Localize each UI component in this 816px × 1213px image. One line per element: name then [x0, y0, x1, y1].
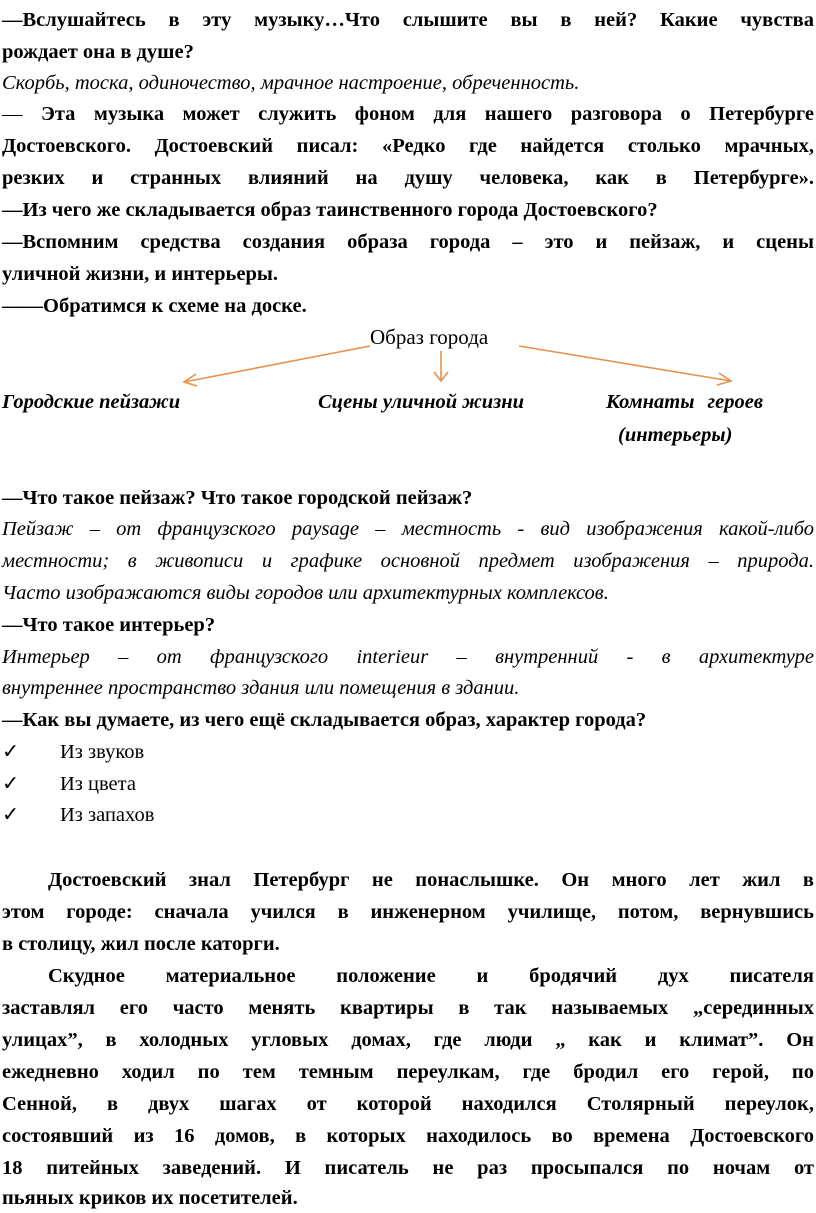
dash: —	[2, 103, 23, 125]
paragraph-background-line1	[2, 99, 814, 129]
paragraph-background-text: Эта музыка может служить фоном для нашего разговора о Петербурге	[40, 103, 814, 125]
paragraph-background-line2: Достоевского. Достоевский писал: «Редко где найдется столько мрачных,	[2, 135, 814, 157]
answer-music: Скорбь, тоска, одиночество, мрачное настроение, обреченность.	[2, 72, 580, 94]
checklist-item-label: Из запахов	[60, 804, 155, 826]
paragraph-poverty-line8: пьяных криков их посетителей.	[2, 1187, 298, 1209]
diagram-node-rooms-line1: Комнаты героев	[606, 391, 763, 413]
arrow-right	[519, 346, 731, 385]
checkmark-icon: ✓	[2, 773, 20, 795]
checklist-item-label: Из цвета	[60, 773, 136, 795]
answer-landscape-line1: Пейзаж – от французского paysage – местность - вид изображения какой-либо	[2, 518, 814, 540]
answer-interior-line2: внутреннее пространство здания или помещения в здании.	[2, 677, 520, 699]
question-means-line1: —Вспомним средства создания образа города – это и пейзаж, и сцены	[2, 231, 814, 253]
diagram-root-label: Образ города	[370, 325, 489, 349]
paragraph-background-line3: резких и странных влияний на душу человека, как в Петербурге».	[2, 167, 814, 189]
answer-landscape-line3: Часто изображаются виды городов или архитектурных комплексов.	[2, 582, 609, 604]
question-city-character: —Как вы думаете, из чего ещё складывается образ, характер города?	[2, 709, 647, 731]
answer-landscape-line2: местности; в живописи и графике основной предмет изображения – природа.	[2, 550, 814, 572]
checklist-item-sounds	[2, 737, 144, 767]
question-means-line2: уличной жизни, и интерьеры.	[2, 263, 278, 285]
arrow-left	[184, 346, 370, 386]
checkmark-icon: ✓	[2, 804, 20, 826]
question-music-line2: рождает она в душе?	[2, 41, 194, 63]
paragraph-poverty-line4: ежедневно ходил по тем темным переулкам, где бродил его герой, по	[2, 1061, 814, 1083]
checklist-item-label: Из звуков	[60, 741, 145, 763]
paragraph-poverty-line5: Сенной, в двух шагах от которой находился Столярный переулок,	[2, 1093, 814, 1115]
diagram-node-street-scenes: Сцены уличной жизни	[318, 391, 524, 413]
arrow-middle	[434, 351, 448, 381]
checklist-item-color	[2, 769, 136, 799]
question-landscape: —Что такое пейзаж? Что такое городской пейзаж?	[2, 487, 473, 509]
paragraph-poverty-line1: Скудное материальное положение и бродячий дух писателя	[48, 965, 814, 987]
paragraph-poverty-line7: 18 питейных заведений. И писатель не раз просыпался по ночам от	[2, 1157, 814, 1179]
diagram-node-rooms-line2: (интерьеры)	[618, 424, 733, 446]
paragraph-poverty-line2: заставлял его часто менять квартиры в так называемых „серединных	[2, 997, 814, 1019]
question-city-image: —Из чего же складывается образ таинственного города Достоевского?	[2, 199, 658, 221]
checkmark-icon: ✓	[2, 741, 20, 763]
answer-interior-line1: Интерьер – от французского interieur – внутренний - в архитектуре	[2, 646, 814, 668]
paragraph-dostoevsky-line3: в столицу, жил после каторги.	[2, 933, 280, 955]
question-scheme: ——Обратимся к схеме на доске.	[2, 295, 307, 317]
paragraph-dostoevsky-line1: Достоевский знал Петербург не понаслышке. Он много лет жил в	[48, 869, 814, 891]
paragraph-poverty-line6: состоявший из 16 домов, в которых находилось во времена Достоевского	[2, 1125, 814, 1147]
paragraph-poverty-line3: улицах”, в холодных угловых домах, где люди „ как и климат”. Он	[2, 1029, 814, 1051]
question-music-line1: —Вслушайтесь в эту музыку…Что слышите вы в ней? Какие чувства	[2, 9, 814, 31]
checklist-item-smells	[2, 800, 154, 830]
paragraph-dostoevsky-line2: этом городе: сначала учился в инженерном училище, потом, вернувшись	[2, 901, 814, 923]
diagram-node-landscapes: Городские пейзажи	[2, 391, 181, 413]
question-interior: —Что такое интерьер?	[2, 614, 216, 636]
